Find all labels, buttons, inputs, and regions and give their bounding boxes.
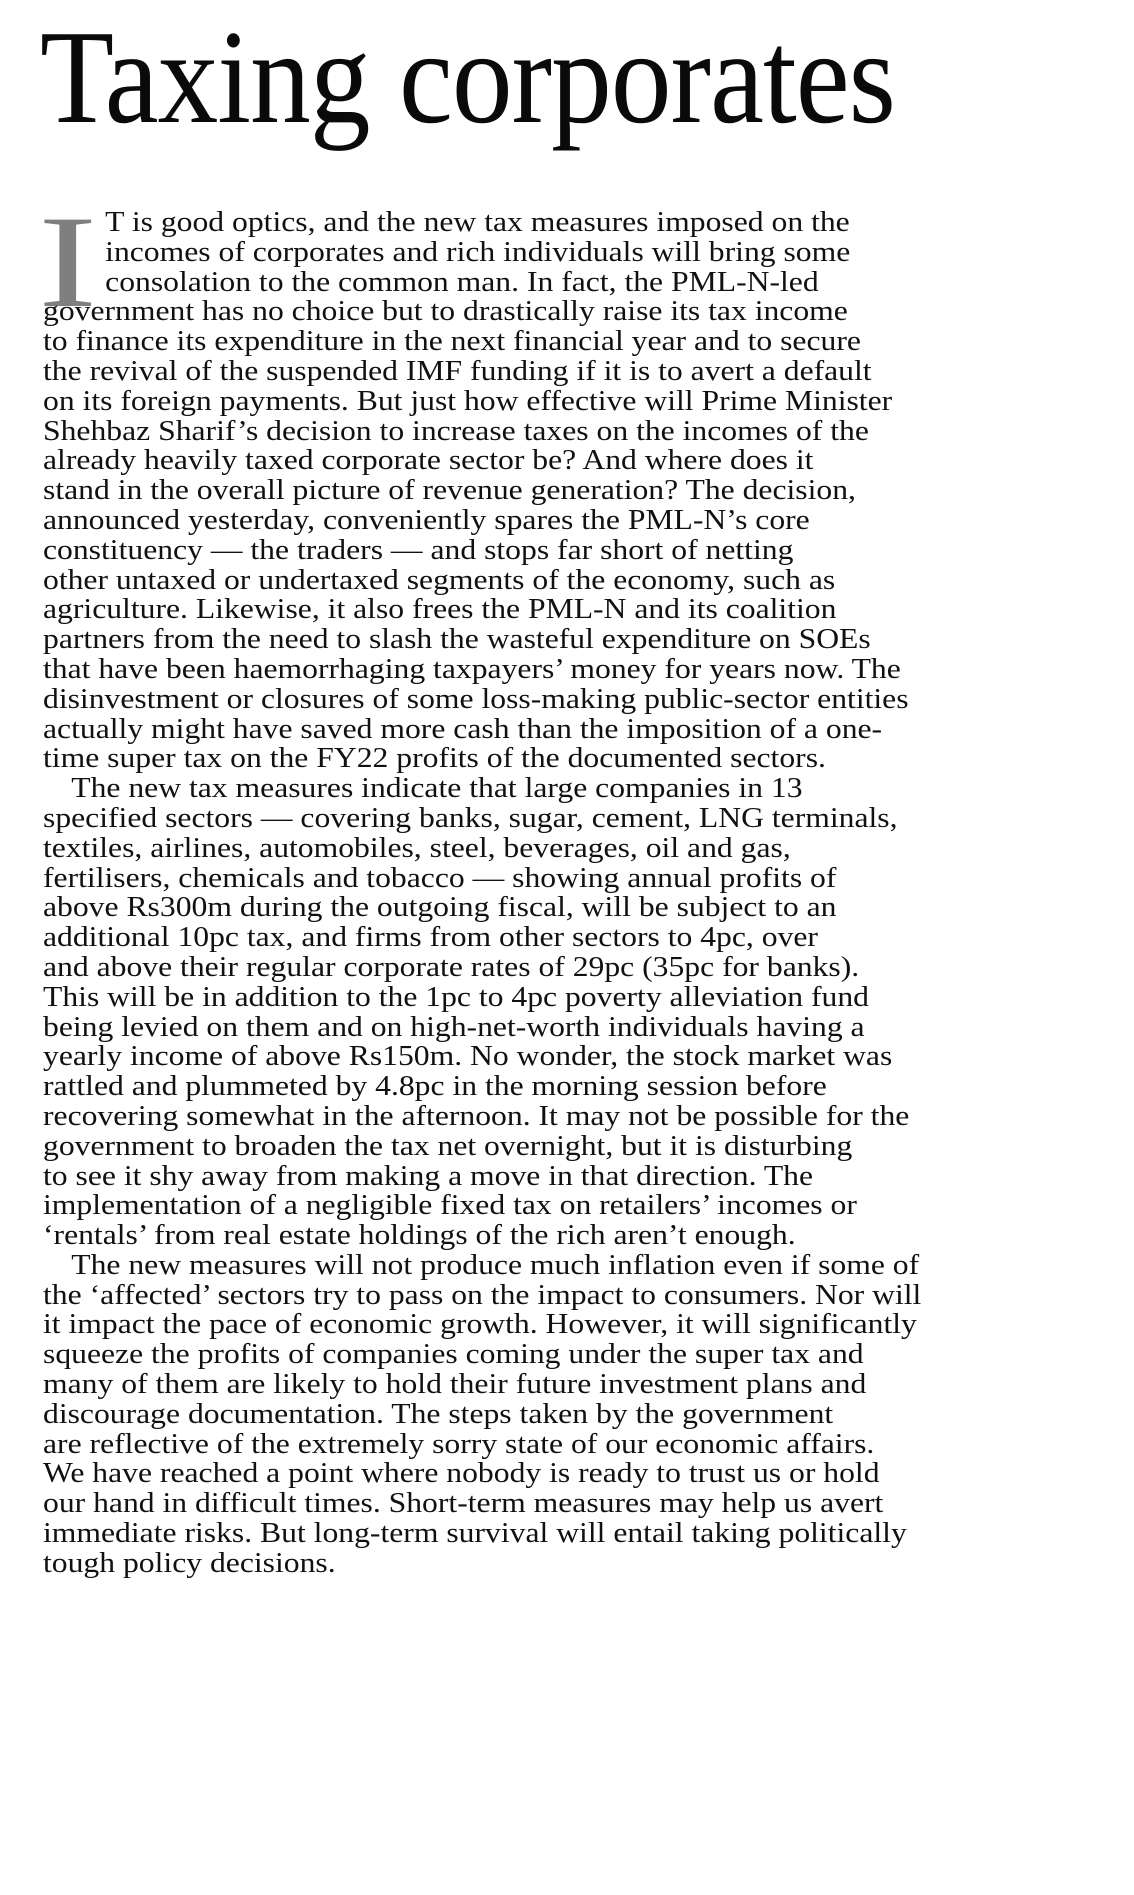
paragraph-line: stand in the overall picture of revenue generation? The decision, bbox=[43, 475, 856, 507]
paragraph-line: immediate risks. But long-term survival will entail taking politically bbox=[43, 1518, 907, 1550]
paragraph-line: The new measures will not produce much inflation even if some of bbox=[71, 1249, 920, 1281]
paragraph-line: implementation of a negligible fixed tax on retailers’ incomes or bbox=[43, 1190, 857, 1222]
paragraph-line: actually might have saved more cash than the imposition of a one- bbox=[43, 713, 883, 745]
paragraph-line: time super tax on the FY22 profits of the documented sectors. bbox=[43, 743, 826, 775]
paragraph-line: tough policy decisions. bbox=[43, 1547, 336, 1579]
paragraph-line: yearly income of above Rs150m. No wonder, the stock market was bbox=[43, 1041, 893, 1073]
paragraph-line: and above their regular corporate rates of 29pc (35pc for banks). bbox=[43, 951, 860, 983]
paragraph-line: additional 10pc tax, and firms from other sectors to 4pc, over bbox=[43, 922, 818, 954]
drop-cap: I bbox=[38, 188, 98, 335]
paragraph-line: partners from the need to slash the wasteful expenditure on SOEs bbox=[43, 624, 871, 656]
paragraph-line: The new tax measures indicate that large companies in 13 bbox=[71, 773, 803, 805]
article-title: Taxing corporates bbox=[40, 3, 896, 151]
paragraph-line: above Rs300m during the outgoing fiscal, will be subject to an bbox=[43, 892, 837, 924]
paragraph-line: We have reached a point where nobody is ready to trust us or hold bbox=[43, 1458, 880, 1490]
paragraph-2 bbox=[43, 774, 921, 1251]
paragraph-line: that have been haemorrhaging taxpayers’ money for years now. The bbox=[43, 653, 901, 685]
paragraph-1 bbox=[43, 208, 921, 774]
paragraph-line: government has no choice but to drastically raise its tax income bbox=[43, 296, 848, 328]
paragraph-line: announced yesterday, conveniently spares the PML-N’s core bbox=[43, 504, 810, 536]
paragraph-line: the revival of the suspended IMF funding if it is to avert a default bbox=[43, 355, 872, 387]
paragraph-line: rattled and plummeted by 4.8pc in the morning session before bbox=[43, 1071, 827, 1103]
paragraph-line: are reflective of the extremely sorry state of our economic affairs. bbox=[43, 1428, 875, 1460]
paragraph-line: disinvestment or closures of some loss-making public-sector entities bbox=[43, 683, 909, 715]
paragraph-line: to finance its expenditure in the next financial year and to secure bbox=[43, 326, 861, 358]
paragraph-line: specified sectors — covering banks, sugar, cement, LNG terminals, bbox=[43, 802, 898, 834]
paragraph-line: Shehbaz Sharif’s decision to increase taxes on the incomes of the bbox=[43, 415, 869, 447]
paragraph-line: consolation to the common man. In fact, the PML-N-led bbox=[105, 266, 819, 298]
paragraph-line: it impact the pace of economic growth. However, it will significantly bbox=[43, 1309, 917, 1341]
paragraph-line: many of them are likely to hold their future investment plans and bbox=[43, 1369, 867, 1401]
paragraph-line: government to broaden the tax net overnight, but it is disturbing bbox=[43, 1130, 853, 1162]
paragraph-line: discourage documentation. The steps taken by the government bbox=[43, 1398, 834, 1430]
paragraph-line: our hand in difficult times. Short-term measures may help us avert bbox=[43, 1488, 884, 1520]
paragraph-line: This will be in addition to the 1pc to 4pc poverty alleviation fund bbox=[43, 981, 869, 1013]
paragraph-line: already heavily taxed corporate sector be? And where does it bbox=[43, 445, 814, 477]
paragraph-line: T is good optics, and the new tax measures imposed on the bbox=[105, 207, 850, 238]
paragraph-line: incomes of corporates and rich individuals will bring some bbox=[105, 236, 851, 268]
paragraph-line: squeeze the profits of companies coming under the super tax and bbox=[43, 1339, 864, 1371]
paragraph-line: agriculture. Likewise, it also frees the PML-N and its coalition bbox=[43, 594, 837, 626]
article-body bbox=[43, 208, 921, 1579]
paragraph-3 bbox=[43, 1251, 921, 1579]
paragraph-line: textiles, airlines, automobiles, steel, beverages, oil and gas, bbox=[43, 832, 791, 864]
paragraph-line: being levied on them and on high-net-worth individuals having a bbox=[43, 1011, 865, 1043]
paragraph-line: on its foreign payments. But just how effective will Prime Minister bbox=[43, 385, 893, 417]
paragraph-line: other untaxed or undertaxed segments of the economy, such as bbox=[43, 564, 836, 596]
paragraph-line: fertilisers, chemicals and tobacco — showing annual profits of bbox=[43, 862, 837, 894]
paragraph-line: recovering somewhat in the afternoon. It may not be possible for the bbox=[43, 1100, 910, 1132]
paragraph-line: the ‘affected’ sectors try to pass on the impact to consumers. Nor will bbox=[43, 1279, 922, 1311]
paragraph-line: constituency — the traders — and stops far short of netting bbox=[43, 534, 794, 566]
paragraph-line: to see it shy away from making a move in that direction. The bbox=[43, 1160, 814, 1192]
paragraph-line: ‘rentals’ from real estate holdings of the rich aren’t enough. bbox=[43, 1220, 796, 1252]
